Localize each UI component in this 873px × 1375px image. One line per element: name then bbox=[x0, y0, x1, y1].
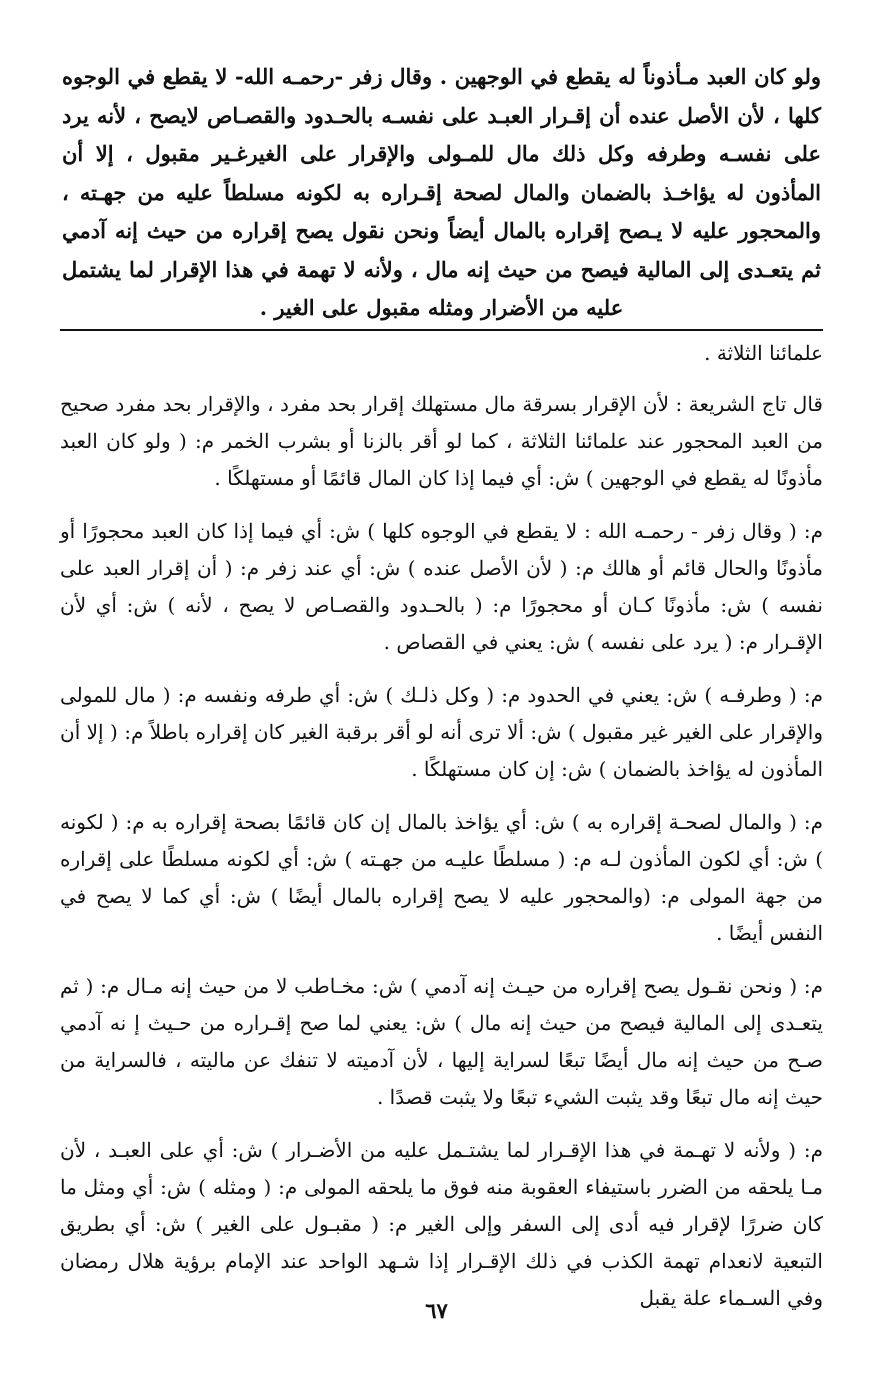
separator-rule bbox=[60, 329, 823, 331]
commentary-section bbox=[60, 335, 823, 1333]
commentary-paragraph: قال تاج الشريعة : لأن الإقرار بسرقة مال مستهلك إقرار بحد مفرد ، والإقرار بحد مفرد صحيح من العبد المحجور عند علمائنا الثلاثة ، كما لو أقر بالزنا أو بشرب الخمر م: ( ولو كان العبد مأذونًا له يقطع في الوجهين ) ش: أي فيما إذا كان المال قائمًا أو مستهلكًا . bbox=[60, 392, 823, 490]
commentary-paragraph: علمائنا الثلاثة . bbox=[704, 341, 823, 365]
commentary-paragraph: م: ( وطرفـه ) ش: يعني في الحدود م: ( وكل ذلـك ) ش: أي طرفه ونفسه م: ( مال للمولى والإقرار على الغير غير مقبول ) ش: ألا ترى أنه لو أقر برقبة الغير كان إقراره باطلاً م: ( إلا أن المأذون له يؤاخذ بالضمان ) ش: إن كان مستهلكًا . bbox=[60, 683, 824, 781]
commentary-paragraph: م: ( ونحن نقـول يصح إقراره من حيـث إنه آدمي ) ش: مخـاطب لا من حيث إنه مـال م: ( ثم يتعـدى إلى المالية فيصح من حيث إنه مال ) ش: يعني لما صح إقـراره من حـيث إ نه آدمي صـح من حيث إنه مال أيضًا تبعًا لسراية إليها ، لأن آدميته لا تنفك عن ماليته ، فالسراية من حيث إنه مال تبعًا وقد يثبت الشيء تبعًا ولا يثبت قصدًا . bbox=[60, 974, 823, 1109]
commentary-paragraph: م: ( والمال لصحـة إقراره به ) ش: أي يؤاخذ بالمال إن كان قائمًا بصحة إقراره به م: ( لكونه ) ش: أي لكون المأذون لـه م: ( مسلطًا عليـه من جهـته ) ش: أي لكونه مسلطًا على إقراره من جهة المولى م: (والمحجور عليه لا يصح إقراره بالمال أيضًا ) ش: أي كما لا يصح في النفس أيضًا . bbox=[60, 810, 823, 945]
commentary-paragraph: م: ( وقال زفر - رحمـه الله : لا يقطع في الوجوه كلها ) ش: أي فيما إذا كان العبد محجورًا أو مأذونًا والحال قائم أو هالك م: ( لأن الأصل عنده ) ش: أي عند زفر م: ( أن إقرار العبد على نفسه ) ش: مأذونًا كـان أو محجورًا م: ( بالحـدود والقصـاص لا يصح ، لأنه ) ش: أي لأن الإقـرار م: ( يرد على نفسه ) ش: يعني في القصاص . bbox=[60, 519, 823, 654]
commentary-paragraph: م: ( ولأنه لا تهـمة في هذا الإقـرار لما يشتـمل عليه من الأضـرار ) ش: أي على العبـد ، لأن مـا يلحقه من الضرر باستيفاء العقوبة منه فوق ما يلحقه المولى م: ( ومثله ) ش: أي ومثل ما كان ضررًا لإقرار فيه أدى إلى السفر وإلى الغير م: ( مقبـول على الغير ) ش: أي بطريق التبعية لانعدام تهمة الكذب في ذلك الإقـرار إذا شـهد الواحد عند الإمام برؤية هلال رمضان وفي السـماء علة يقبل bbox=[60, 1138, 823, 1310]
matn-text: ولو كان العبد مـأذوناً له يقطع في الوجهين . وقال زفر -رحمـه الله- لا يقطع في الوجوه كلها ، لأن الأصل عنده أن إقـرار العبـد على نفسـه بالحـدود والقصـاص لايصح ، لأنه يرد على نفسـه وطرفه وكل ذلك مال للمـولى والإقرار على الغيرغـير مقبول ، إلا أن المأذون له يؤاخـذ بالضمان والمال لصحة إقـراره به لكونه مسلطاً عليه من جهـته ، والمحجور عليه لا يـصح إقراره بالمال أيضاً ونحن نقول يصح إقراره من حيث إنه آدمي ثم يتعـدى إلى المالية فيصح من حيث إنه مال ، ولأنه لا تهمة في هذا الإقرار لما يشتمل عليه من الأضرار ومثله مقبول على الغير . bbox=[62, 64, 821, 320]
page-number: ٦٧ bbox=[425, 1298, 448, 1323]
